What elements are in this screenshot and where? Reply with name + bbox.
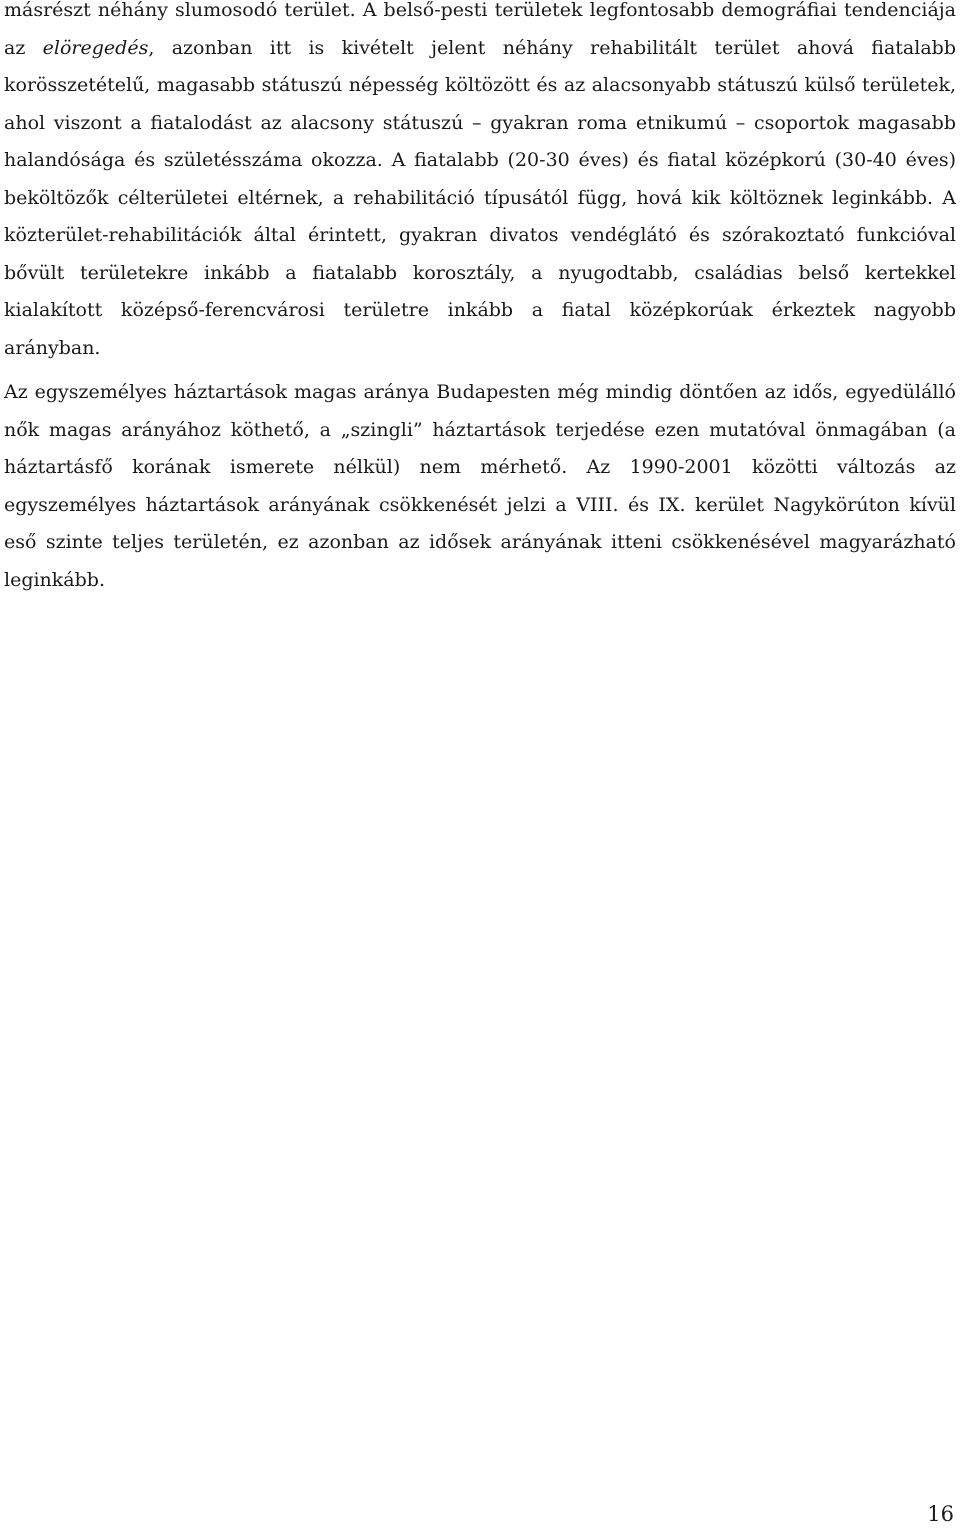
paragraph-2-text: Az egyszemélyes háztartások magas aránya Budapesten még mindig döntően az idős, egyedülálló nők magas arányához köthető, a „szingli” háztartások terjedése ezen mutatóval önmagában (a háztartásfő korának ismerete nélkül) nem mérhető. Az 1990-2001 közötti változás az egyszemélyes háztartások arányának csökkenését jelzi a VIII. és IX. kerület Nagykörúton kívül eső szinte teljes területén, ez azonban az idősek arányának itteni csökkenésével magyarázható leginkább. xyxy=(4,381,956,591)
page-number: 16 xyxy=(927,1502,954,1526)
paragraph-2 xyxy=(4,374,956,599)
paragraph-1-text-b: , azonban itt is kivételt jelent néhány rehabilitált terület ahová fiatalabb korösszetételű, magasabb státuszú népesség költözött és az alacsonyabb státuszú külső területek, ahol viszont a fiatalodást az alacsony státuszú – gyakran roma etnikumú – csoportok magasabb halandósága és születésszáma okozza. A fiatalabb (20-30 éves) és fiatal középkorú (30-40 éves) beköltözők célterületei eltérnek, a rehabilitáció típusától függ, hová kik költöznek leginkább. A közterület-rehabilitációk által érintett, gyakran divatos vendéglátó és szórakoztató funkcióval bővült területekre inkább a fiatalabb korosztály, a nyugodtabb, családias belső kertekkel kialakított középső-ferencvárosi területre inkább a fiatal középkorúak érkeztek nagyobb arányban. xyxy=(4,36,956,359)
paragraph-1-italic-term: elöregedés xyxy=(42,36,149,59)
paragraph-1 xyxy=(4,0,956,367)
paragraph-1-text-a: másrészt néhány slumosodó terület. A belső-pesti területek legfontosabb demográfiai tendenciája az xyxy=(4,0,956,59)
